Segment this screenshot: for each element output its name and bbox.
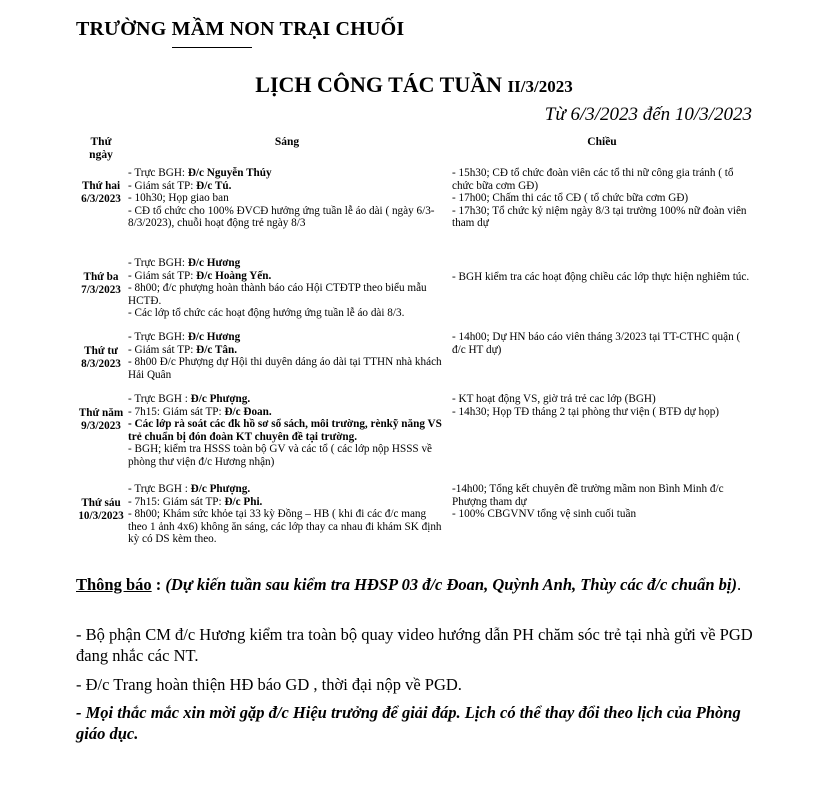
notice-label: Thông báo [76,575,152,594]
notice-final: - Mọi thắc mắc xin mời gặp đ/c Hiệu trưởng để giải đáp. Lịch có thể thay đổi theo lịch của Phòng giáo dục. [76,703,741,743]
day-date: 6/3/2023 [81,192,121,205]
day-cell [74,497,128,522]
morning-item: - Trực BGH: Đ/c Hương [128,257,241,269]
day-cell [74,407,128,432]
afternoon-item: - 17h30; Tổ chức kỷ niệm ngày 8/3 tại trường 100% nữ đoàn viên tham dự [452,204,747,230]
morning-cell [128,483,446,546]
date-range: Từ 6/3/2023 đến 10/3/2023 [544,104,752,125]
notice-item: - Bộ phận CM đ/c Hương kiểm tra toàn bộ quay video hướng dẫn PH chăm sóc trẻ tại nhà gửi về PGD đang nhắc các NT. [76,625,753,665]
morning-item: - Các lớp tổ chức các hoạt động hướng ứng tuần lễ áo dài 8/3. [128,307,405,320]
morning-item: - Các lớp rà soát các đk hồ sơ sổ sách, môi trường, rènkỹ năng VS trẻ chuẩn bị đón đoàn KT chuyên đề tại trường. [128,418,442,443]
afternoon-item: - 14h30; Họp TĐ tháng 2 tại phòng thư viện ( BTĐ dự họp) [452,405,720,418]
afternoon-item: - KT hoạt động VS, giờ trả trẻ cac lớp (BGH) [452,393,656,405]
afternoon-cell [452,271,752,284]
morning-item: - Trực BGH : Đ/c Phượng. [128,393,251,405]
afternoon-cell [452,393,752,418]
afternoon-item: - 14h00; Dự HN báo cáo viên tháng 3/2023 tại TT-CTHC quận ( đ/c HT dự) [452,331,741,356]
afternoon-cell [452,167,752,230]
schedule-row [0,483,828,555]
morning-item: - Trực BGH: Đ/c Hương [128,331,241,343]
day-cell [74,180,128,205]
day-name: Thứ sáu [81,497,121,509]
school-name: TRƯỜNG MẦM NON TRẠI CHUỐI [76,18,405,40]
morning-item: - 10h30; Họp giao ban [128,192,229,205]
page-title [0,72,828,98]
morning-item: - 8h00; đ/c phượng hoàn thành báo cáo Hội CTĐTP theo biểu mẫu HCTĐ. [128,282,427,307]
notice-item: - Đ/c Trang hoàn thiện HĐ báo GD , thời đại nộp về PGD. [76,675,462,694]
morning-cell [128,257,446,320]
title-week: II/3/2023 [507,77,573,96]
header-day-line2: ngày [89,149,113,161]
morning-item: - Giám sát TP: Đ/c Tú. [128,179,232,192]
morning-item: - CĐ tổ chức cho 100% ĐVCĐ hưởng ứng tuần lễ áo dài ( ngày 6/3-8/3/2023), chuỗi hoạt động trẻ ngày 8/3 [128,204,435,230]
notice-heading [76,574,756,595]
morning-item: - Giám sát TP: Đ/c Hoàng Yến. [128,269,272,282]
day-name: Thứ hai [81,180,121,192]
day-cell [74,345,128,370]
afternoon-item: - 17h00; Chấm thi các tổ CĐ ( tổ chức bữa cơm GĐ) [452,192,689,205]
notice-highlight: (Dự kiến tuần sau kiểm tra HĐSP 03 đ/c Đoan, Quỳnh Anh, Thùy các đ/c chuẩn bị) [165,575,737,594]
morning-item: - Giám sát TP: Đ/c Tân. [128,343,237,356]
day-date: 10/3/2023 [78,509,124,522]
day-date: 9/3/2023 [81,419,121,432]
morning-cell [128,167,446,230]
header-day-line1: Thứ [90,136,112,148]
title-main: LỊCH CÔNG TÁC TUẦN [255,72,503,97]
afternoon-item: - BGH kiểm tra các hoạt động chiều các lớp thực hiện nghiêm túc. [452,271,750,283]
morning-item: - BGH; kiểm tra HSSS toàn bộ GV và các tổ ( các lớp nộp HSSS về phòng thư viện đ/c Hương nhận) [128,443,433,468]
morning-item: - 7h15: Giám sát TP: Đ/c Phi. [128,495,263,508]
schedule-row [0,331,828,391]
morning-item: - 7h15: Giám sát TP: Đ/c Đoan. [128,405,272,418]
afternoon-item: -14h00; Tổng kết chuyên đề trường mầm non Bình Minh đ/c Phượng tham dự [452,483,724,508]
header-day [74,136,128,162]
afternoon-item: - 15h30; CĐ tổ chức đoàn viên các tổ thi nữ công gia tránh ( tổ chức bữa cơm GĐ) [452,167,734,192]
morning-cell [128,393,446,469]
morning-cell [128,331,446,381]
morning-item: - 8h00; Khám sức khỏe tại 33 kỳ Đồng – HB ( khi đi các đ/c mang theo 1 ảnh 4x6) không ăn sáng, các lớp thay ca nhau đi khám SK định kỳ có DS kèm theo. [128,508,442,546]
morning-item: - Trực BGH : Đ/c Phượng. [128,483,251,495]
schedule-row [0,257,828,327]
school-name-underline [172,47,252,48]
day-cell [74,271,128,296]
morning-item: - 8h00 Đ/c Phượng dự Hội thi duyên dáng áo dài tại TTHN nhà khách Hải Quân [128,356,442,381]
day-name: Thứ năm [78,407,124,419]
schedule-row [0,393,828,481]
header-morning: Sáng [274,136,300,148]
day-date: 8/3/2023 [81,357,121,370]
notice-tail: . [736,575,742,594]
day-date: 7/3/2023 [81,283,121,296]
afternoon-item: - 100% CBGVNV tổng vệ sinh cuối tuần [452,508,637,521]
header-afternoon: Chiều [587,136,617,148]
day-name: Thứ tư [84,345,118,357]
afternoon-cell [452,483,752,521]
day-name: Thứ ba [83,271,119,283]
schedule-row [0,167,828,245]
afternoon-cell [452,331,752,356]
notice-colon: : [151,575,166,594]
morning-item: - Trực BGH: Đ/c Nguyễn Thúy [128,167,272,179]
